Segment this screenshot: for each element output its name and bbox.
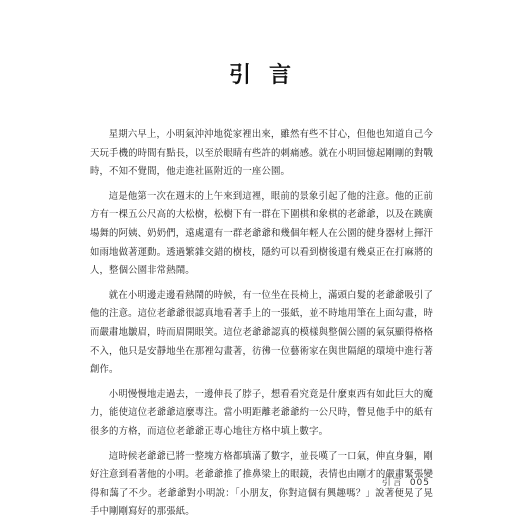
chapter-title: 引言 <box>228 63 309 88</box>
page-number: 005 <box>409 478 430 488</box>
page-footer <box>382 475 430 488</box>
running-title: 引言 <box>381 478 404 488</box>
paragraph-3: 就在小明邊走邊看熱鬧的時候，有一位坐在長椅上，滿頭白髮的老爺爺吸引了他的注意。這位老爺爺很認真地看著手上的一張紙，並不時地用筆在上面勾畫，時而嚴肅地皺眉，時而眉開眼笑。這位老爺爺認真的模樣與整個公園的氣氛顯得格格不入，他只是安靜地坐在那裡勾畫著，彷彿一位藝術家在與世隔絕的環境中進行著創作。 <box>90 289 433 376</box>
paragraph-2: 這是他第一次在週末的上午來到這裡，眼前的景象引起了他的注意。他的正前方有一棵五公尺高的大松樹，松樹下有一群在下圍棋和象棋的老爺爺，以及在跳廣場舞的阿姨、奶奶們，遠處還有一群老爺爺和幾個年輕人在公園的健身器材上揮汗如雨地做著運動。透過繁雜交錯的樹枝，隱約可以看到樹後還有幾桌正在打麻將的人，整個公園非常熱鬧。 <box>90 190 433 277</box>
paragraph-5: 這時候老爺爺已將一整塊方格都填滿了數字，並長嘆了一口氣，伸直身軀，剛好注意到看著他的小明。老爺爺推了推鼻梁上的眼鏡，表情也由剛才的嚴肅緊張變得和藹了不少。老爺爺對小明說：「小朋友，你對這個有興趣嗎？」說著便晃了晃手中剛剛寫好的那張紙。 <box>90 450 433 518</box>
paragraph-4: 小明慢慢地走過去，一邊伸長了脖子，想看看究竟是什麼東西有如此巨大的魔力，能使這位老爺爺這麼專注。當小明距離老爺爺約一公尺時，瞥見他手中的紙有很多的方格，而這位老爺爺正專心地往方格中填上數字。 <box>90 388 433 437</box>
paragraph-1: 星期六早上，小明氣沖沖地從家裡出來，雖然有些不甘心，但他也知道自己今天玩手機的時間有點長，以至於眼睛有些許的刺痛感。就在小明回憶起剛剛的對戰時，不知不覺間，他走進社區附近的一座公園。 <box>90 129 433 178</box>
body-text <box>90 126 433 528</box>
